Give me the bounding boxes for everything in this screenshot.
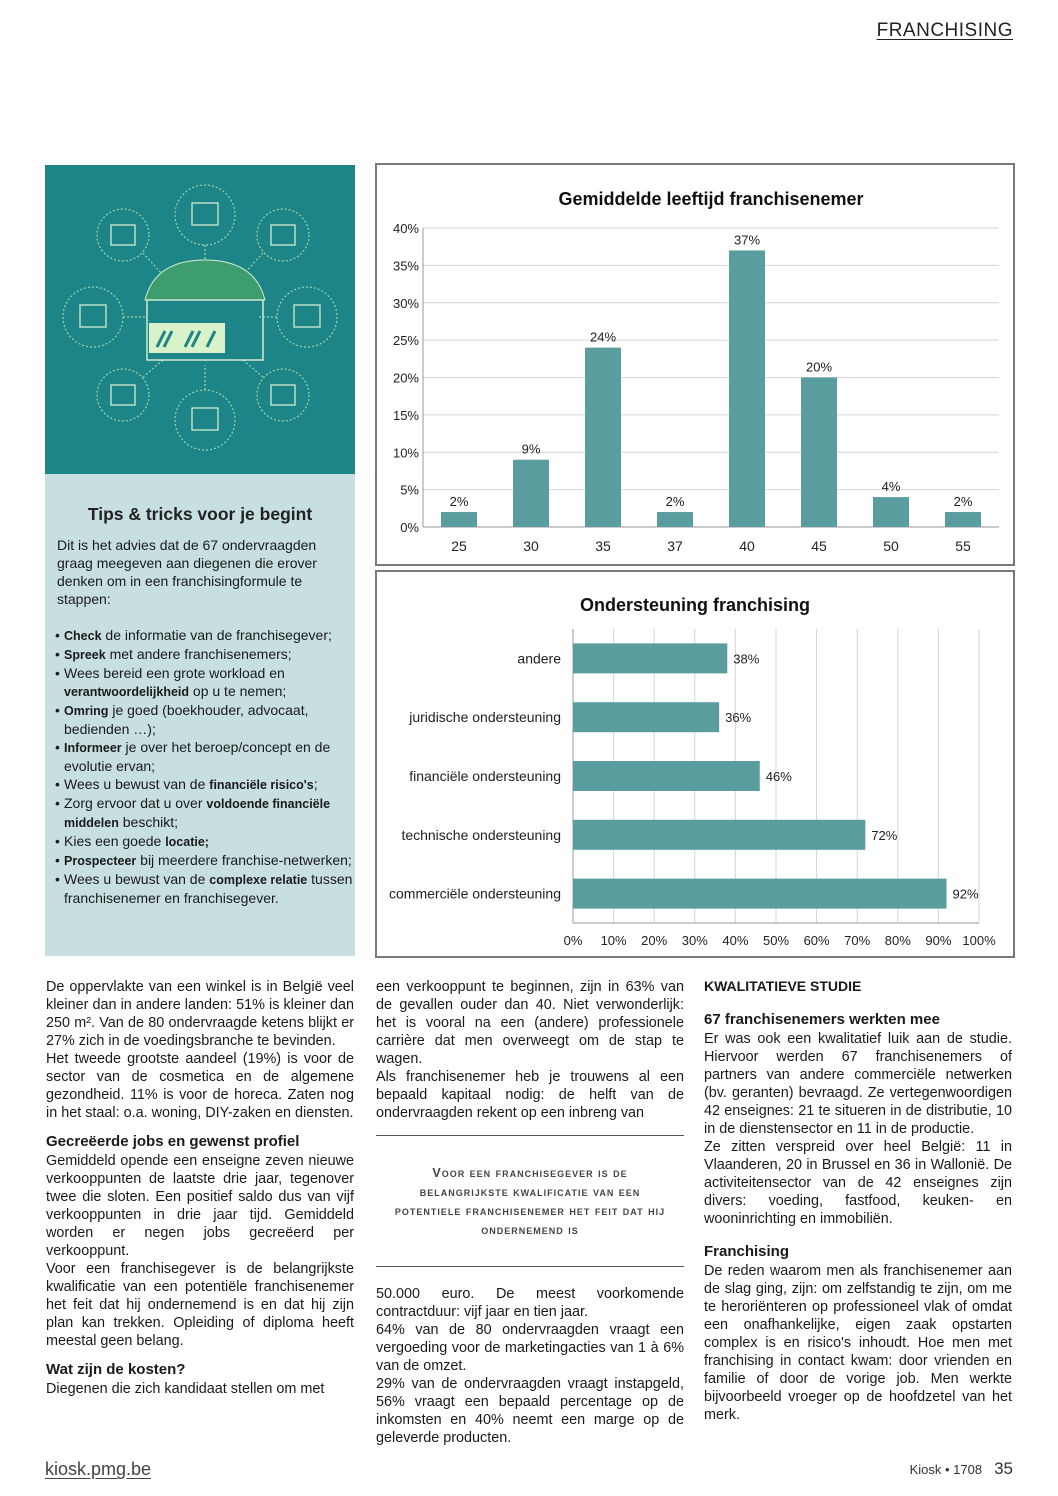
subheading: Gecreëerde jobs en gewenst profiel xyxy=(46,1133,300,1150)
section-tag: FRANCHISING xyxy=(876,20,1013,41)
age-chart-svg xyxy=(377,165,1013,564)
paragraph: 50.000 euro. De meest voorkomende contractduur: vijf jaar en tien jaar. xyxy=(376,1286,684,1320)
x-tick-label: 60% xyxy=(803,933,830,948)
x-tick-label: 50% xyxy=(762,933,790,948)
paragraph: De oppervlakte van een winkel is in België veel kleiner dan in andere landen: 51% is kleiner dan 250 m². Van de 80 ondervraagde ketens blijkt er 27% zich in de voedingsbranche te bevinden. xyxy=(46,979,354,1049)
x-tick-label: 55 xyxy=(955,538,971,554)
tip-item: • Informeer je over het beroep/concept en de evolutie ervan; xyxy=(55,738,355,775)
support-chart-svg xyxy=(377,572,1013,956)
y-tick-label: juridische ondersteuning xyxy=(409,709,561,726)
bar xyxy=(573,820,865,850)
paragraph: Gemiddeld opende een enseigne zeven nieuwe verkooppunten de laatste drie jaar, tegenover twee die sloten. Een positief saldo dus van vijf verkooppunten in drie jaar tijd. Gemiddeld worden er negen jobs gecreëerd per verkooppunt. xyxy=(46,1153,354,1259)
x-tick-label: 30% xyxy=(681,933,708,948)
data-label: 37% xyxy=(733,232,761,248)
tip-item: • Omring je goed (boekhouder, advocaat, bedienden …); xyxy=(55,701,355,738)
bar xyxy=(873,497,909,527)
tip-item: • Wees u bewust van de complexe relatie tussen franchisenemer en franchisegever. xyxy=(55,870,355,907)
x-tick-label: 45 xyxy=(811,538,827,554)
bar xyxy=(585,348,621,527)
x-tick-label: 0% xyxy=(563,933,583,948)
data-label: 38% xyxy=(733,651,760,667)
paragraph: 64% van de 80 ondervraagden vraagt een vergoeding voor de marketingacties van 1 à 6% van de omzet. xyxy=(376,1322,684,1374)
y-tick-label: technische ondersteuning xyxy=(401,826,561,843)
tips-intro: Dit is het advies dat de 67 ondervraagden graag meegeven aan diegenen die erover denken om in een franchisingformule te stappen: xyxy=(57,537,317,607)
data-label: 92% xyxy=(952,886,979,902)
data-label: 46% xyxy=(765,769,792,784)
y-tick-label: andere xyxy=(517,650,561,667)
data-label: 24% xyxy=(589,329,617,345)
franchise-network-illustration xyxy=(45,165,355,474)
tips-panel xyxy=(45,474,355,956)
page-footer xyxy=(910,1459,1013,1479)
x-tick-label: 90% xyxy=(925,933,952,948)
x-tick-label: 37 xyxy=(667,538,683,554)
tips-list xyxy=(55,626,355,907)
y-tick-label: 35% xyxy=(392,258,419,274)
chart-title: Ondersteuning franchising xyxy=(579,595,811,615)
chart-title: Gemiddelde leeftijd franchisenemer xyxy=(558,189,864,209)
paragraph: Diegenen die zich kandidaat stellen om met xyxy=(46,1381,325,1397)
bar xyxy=(513,460,549,527)
subheading: Wat zijn de kosten? xyxy=(46,1361,186,1378)
article-column-2-continued xyxy=(376,1285,684,1447)
data-label: 20% xyxy=(805,359,833,375)
x-tick-label: 35 xyxy=(595,538,611,554)
y-tick-label: 0% xyxy=(400,520,419,535)
x-tick-label: 100% xyxy=(962,933,996,948)
bar xyxy=(729,250,765,527)
x-tick-label: 50 xyxy=(883,538,899,554)
y-tick-label: 25% xyxy=(392,333,419,349)
data-label: 2% xyxy=(449,494,469,510)
x-tick-label: 20% xyxy=(641,933,668,948)
subheading: 67 franchisenemers werkten mee xyxy=(704,1011,940,1028)
bar xyxy=(573,643,727,673)
age-chart xyxy=(375,163,1015,566)
tip-item: • Wees bereid een grote workload en verantwoordelijkheid op u te nemen; xyxy=(55,664,355,701)
bar xyxy=(801,378,837,528)
bar xyxy=(573,761,760,791)
paragraph: De reden waarom men als franchisenemer aan de slag ging, zijn: om zelfstandig te zijn, om me te heroriënteren op professioneel vlak of omdat een onafhankelijke, eigen zaak opstarten complex is en risico's inhoudt. Hoe men met franchising in contact kwam: door vrienden en familie of door de vorige job. Men werkte bijvoorbeeld vroeger op de hoofdzetel van het merk. xyxy=(704,1263,1012,1423)
issue-label: Kiosk • 1708 xyxy=(909,1462,983,1477)
article-column-3 xyxy=(704,976,1012,1424)
support-chart xyxy=(375,570,1015,958)
y-tick-label: 5% xyxy=(400,482,419,498)
x-tick-label: 80% xyxy=(884,933,911,948)
tip-item: • Prospecteer bij meerdere franchise-netwerken; xyxy=(55,851,355,870)
y-tick-label: financiële ondersteuning xyxy=(409,768,561,784)
bar xyxy=(945,512,981,527)
data-label: 2% xyxy=(665,494,685,510)
tips-title: Tips & tricks voor je begint xyxy=(87,504,313,524)
paragraph: 29% van de ondervraagden vraagt instapgeld, 56% vraagt een bepaald percentage op de inkomsten en 40% neemt een marge op de geleverde producten. xyxy=(376,1376,684,1446)
paragraph: Als franchisenemer heb je trouwens al een bepaald kapitaal nodig: de helft van de ondervraagden rekent op een inbreng van xyxy=(376,1069,684,1121)
y-tick-label: commerciële ondersteuning xyxy=(389,885,561,902)
page-number: 35 xyxy=(994,1459,1013,1478)
pull-quote-text: Voor een franchisegever is de belangrijkste kwalificatie van een potentiele franchisenemer het feit dat hij ondernemend is xyxy=(394,1166,666,1237)
y-tick-label: 10% xyxy=(392,445,419,461)
kicker: KWALITATIEVE STUDIE xyxy=(704,978,862,994)
data-label: 72% xyxy=(871,827,898,843)
website-link[interactable]: kiosk.pmg.be xyxy=(45,1459,152,1479)
paragraph: Er was ook een kwalitatief luik aan de studie. Hiervoor werden 67 franchisenemers of partners van andere commerciële netwerken (bv. geranten) bevraagd. Ze vertegenwoordigen 42 enseignes: 21 te situeren in de distributie, 10 in de dienstensector en 11 in de productie. xyxy=(704,1031,1012,1137)
paragraph: Ze zitten verspreid over heel België: 11 in Vlaanderen, 20 in Brussel en 36 in Wallonië. De activiteitensector van de 42 enseignes zijn divers: voeding, fastfood, keuken- en wooninrichting en immobiliën. xyxy=(704,1139,1012,1227)
x-tick-label: 25 xyxy=(451,538,467,554)
y-tick-label: 20% xyxy=(392,370,419,386)
x-tick-label: 30 xyxy=(523,538,539,554)
data-label: 2% xyxy=(953,494,973,510)
article-column-2 xyxy=(376,978,684,1122)
tip-item: • Spreek met andere franchisenemers; xyxy=(55,645,355,664)
y-tick-label: 15% xyxy=(392,407,419,423)
bar xyxy=(441,512,477,527)
x-tick-label: 10% xyxy=(600,933,627,948)
tip-item: • Zorg ervoor dat u over voldoende financiële middelen beschikt; xyxy=(55,794,355,832)
x-tick-label: 70% xyxy=(844,933,871,948)
data-label: 36% xyxy=(725,710,752,726)
paragraph: Voor een franchisegever is de belangrijkste kwalificatie van een potentiële franchisenemer het feit dat hij ondernemend is en dat hij zijn plan kan trekken. Opleiding of diploma heeft meestal geen belang. xyxy=(46,1261,354,1349)
x-tick-label: 40 xyxy=(739,538,755,554)
subheading: Franchising xyxy=(704,1243,790,1260)
bar xyxy=(657,512,693,527)
bar xyxy=(573,879,947,909)
bar xyxy=(573,702,719,732)
y-tick-label: 40% xyxy=(392,221,419,236)
data-label: 9% xyxy=(521,441,541,457)
paragraph: een verkooppunt te beginnen, zijn in 63% van de gevallen ouder dan 40. Niet verwonderlijk: het is vooral na een (andere) professionele carrière dat men overweegt om de stap te wagen. xyxy=(376,979,684,1067)
tip-item: • Kies een goede locatie; xyxy=(55,832,355,851)
paragraph: Het tweede grootste aandeel (19%) is voor de sector van de cosmetica en de algemene gezondheid. 11% is voor de horeca. Zaten nog in het staal: o.a. woning, DIY-zaken en diensten. xyxy=(46,1051,354,1121)
tip-item: • Wees u bewust van de financiële risico's; xyxy=(55,775,355,794)
x-tick-label: 40% xyxy=(722,933,749,948)
y-tick-label: 30% xyxy=(392,295,419,311)
pull-quote xyxy=(376,1135,684,1267)
tip-item: • Check de informatie van de franchisegever; xyxy=(55,626,355,645)
data-label: 4% xyxy=(881,479,901,495)
article-column-1 xyxy=(46,978,354,1398)
